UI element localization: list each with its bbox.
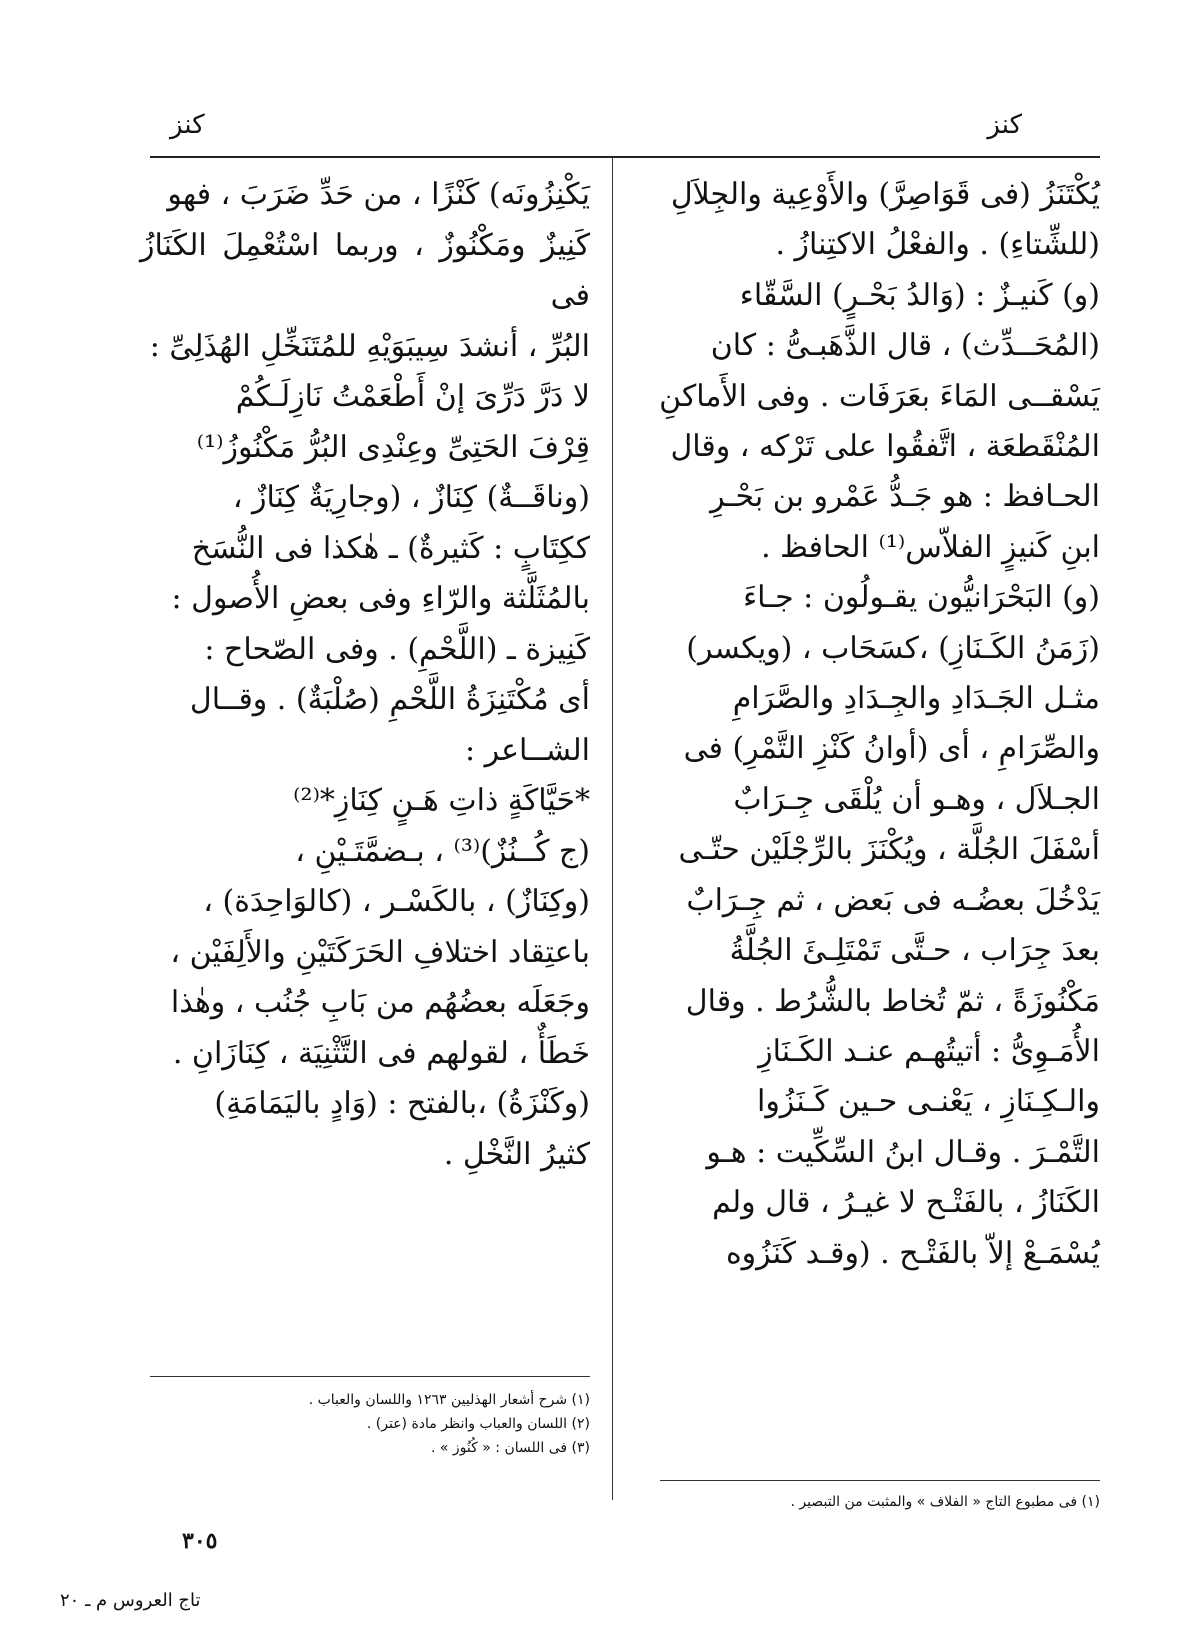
footnotes-right bbox=[620, 1490, 1100, 1514]
header-rule bbox=[150, 156, 1100, 158]
right-column-text: يُكْتَنَزُ (فى قَوَاصِرَّ) والأَوْعِية والجِلاَلِ (للشِّتاءِ) . والفعْلُ الاكتِنازُ . (و) كَنيـزٌ : (وَالدُ بَحْـرٍ) السَّقّاء (المُحَــدِّث) ، قال الذَّهَبـىُّ : كان يَسْقــى المَاءَ بعَرَفَات . وفى الأَماكنِ المُنْقَطعَة ، اتَّفقُوا على تَرْكه ، وقال الحـافظ : هو جَـدُّ عَمْرو بن بَحْـرِ ابنِ كَنيزٍ الفلاّس⁽¹⁾ الحافظ . (و) البَحْرَانيُّون يقـولُون : جـاءَ (زَمَنُ الكَـنَازِ) ،كسَحَاب ، (ويكسر) مثـل الجَـدَادِ والجِـدَادِ والصَّرَامِ والصِّرَامِ ، أى (أوانُ كَنْزِ التَّمْرِ) فى الجـلاَل ، وهـو أن يُلْقَى جِـرَابٌ أسْفَلَ الجُلَّة ، ويُكْنَزَ بالرِّجْلَيْن حتّـى يَدْخُلَ بعضُـه فى بَعض ، ثم جِـرَابٌ بعدَ جِرَاب ، حـتَّى تَمْتَلِـئَ الجُلَّةُ مَكْنُوزَةً ، ثمّ تُخاط بالشُّرُط . وقال الأُمَـوِىُّ : أتيتُهـم عنـد الكَـنَازِ والـكِـنَازِ ، يَعْنـى حـين كَـنَزُوا التَّمْـرَ . وقـال ابنُ السِّكِّيت : هـو الكَنَازُ ، بالفَتْـح لا غيـرُ ، قال ولم يُسْمَـعْ إلاّ بالفَتْـح . (وقـد كَنَزُوه bbox=[659, 177, 1100, 1271]
left-column-text: يَكْنِزُونَه) كَنْزًا ، من حَدِّ ضَرَبَ ، فهو كَنِيزٌ ومَكْنُوزٌ ، وربما اسْتُعْمِلَ الكَنَازُ فى البُرِّ ، أنشدَ سِيبَوَيْهِ للمُتَنَخِّلِ الهُذَلِىِّ : لا دَرَّ دَرِّىَ إنْ أَطْعَمْتُ نَازِلَـكُمْ قِرْفَ الحَتِىِّ وعِنْدِى البُرُّ مَكْنُوزُ⁽¹⁾ (وناقَــةٌ) كِنَازٌ ، (وجارِيَةٌ كِنَازٌ ، ككِتَابٍ : كَثيرةٌ) ـ هٰكذا فى النُّسَخ بالمُثَلَّثة والرّاءِ وفى بعضِ الأُصول : كَنِيزة ـ (اللَّحْمِ) . وفى الصّحاح : أى مُكْتَنِزَةُ اللَّحْمِ (صُلْبَةٌ) . وقــال الشــاعر : *حَيَّاكَةٍ ذاتِ هَـنٍ كِنَازِ*⁽²⁾ (ج كُــنُزٌ)⁽³⁾ ، بـضمَّتَـيْنِ ، (وكِنَازٌ) ، بالكَسْـر ، (كالوَاحِدَة) ، باعتِقاد اختلافِ الحَرَكَتَيْنِ والأَلِفَيْن ، وجَعَلَه بعضُهُم من بَابِ جُنُب ، وهٰذا خَطَأٌ ، لقولهم فى التَّثْنِيَة ، كِنَازَانِ . (وكَنْزَةُ) ،بالفتح : (وَادٍ باليَمَامَةِ) كثيرُ النَّخْلِ . bbox=[140, 177, 590, 1172]
running-head-right: كنز bbox=[987, 110, 1022, 140]
footnote: (١) شرح أشعار الهذليين ١٢٦٣ واللسان والعباب . bbox=[308, 1392, 590, 1408]
footnote-rule-left bbox=[150, 1376, 590, 1377]
footnotes-left bbox=[140, 1388, 590, 1460]
bottom-signature: تاج العروس م ـ ٢٠ bbox=[60, 1590, 201, 1611]
column-divider bbox=[612, 158, 613, 1500]
footnote: (١) فى مطبوع التاج « الفلاف » والمثبت من التبصير . bbox=[790, 1494, 1100, 1510]
footnote: (٢) اللسان والعباب وانظر مادة (عتر) . bbox=[366, 1416, 590, 1432]
footnote: (٣) فى اللسان : « كُنُوز » . bbox=[431, 1440, 590, 1456]
right-column bbox=[620, 170, 1100, 1279]
left-column bbox=[140, 170, 590, 1180]
running-head-left: كنز bbox=[170, 110, 205, 140]
footnote-rule-right bbox=[660, 1480, 1100, 1481]
page-number: ٣٠٥ bbox=[182, 1528, 218, 1554]
